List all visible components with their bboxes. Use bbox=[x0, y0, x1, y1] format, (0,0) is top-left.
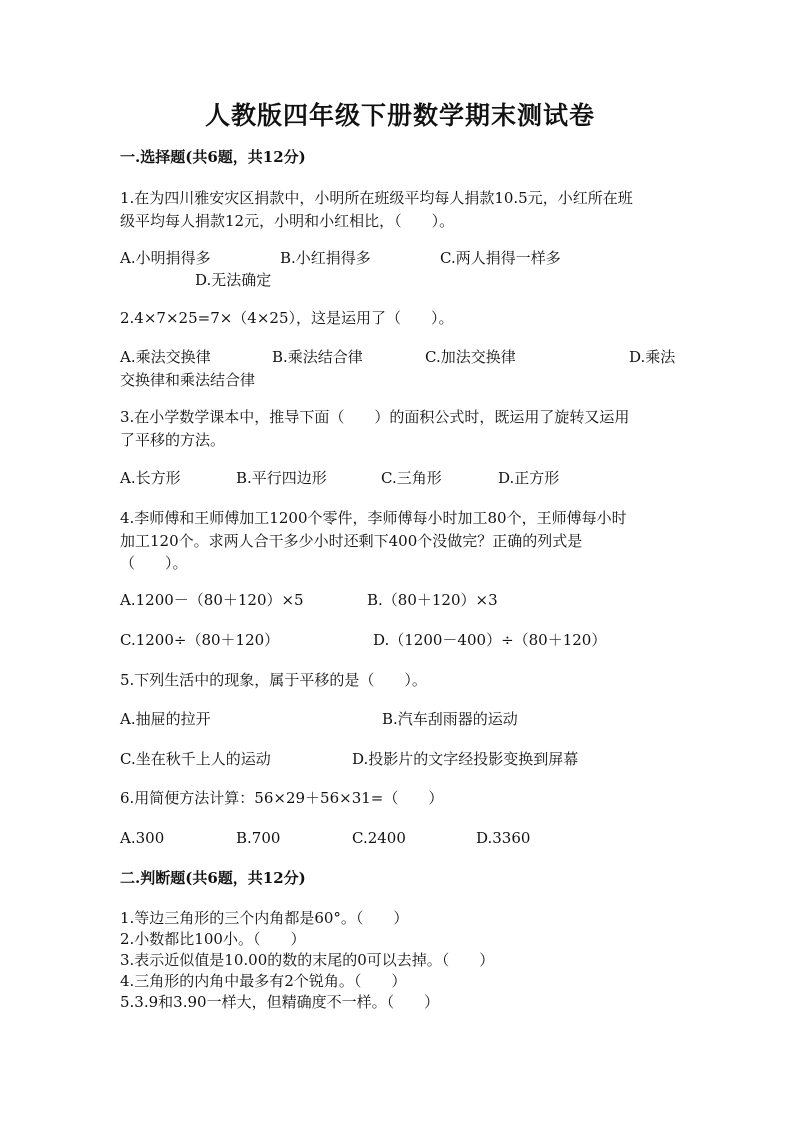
question-4-line-2: 加工120个。求两人合干多少小时还剩下400个没做完？正确的列式是 bbox=[120, 532, 583, 550]
question-4-line-3: （ ）。 bbox=[120, 554, 188, 572]
question-5-option-a: A.抽屉的拉开 bbox=[120, 710, 211, 728]
question-6-option-b: B.700 bbox=[236, 829, 281, 847]
section-1-heading: 一.选择题(共6题，共12分) bbox=[120, 148, 306, 166]
question-3-option-c: C.三角形 bbox=[381, 469, 442, 487]
question-1-line-1: 1.在为四川雅安灾区捐款中，小明所在班级平均每人捐款10.5元，小红所在班 bbox=[120, 189, 633, 207]
question-3-option-d: D.正方形 bbox=[498, 469, 560, 487]
question-2-option-c: C.加法交换律 bbox=[425, 348, 516, 366]
question-4-option-a: A.1200－（80＋120）×5 bbox=[120, 591, 304, 609]
question-5-option-d: D.投影片的文字经投影变换到屏幕 bbox=[352, 750, 579, 768]
question-5-option-b: B.汽车刮雨器的运动 bbox=[382, 710, 518, 728]
judgement-item-5: 5.3.9和3.90一样大，但精确度不一样。（ ） bbox=[120, 993, 440, 1011]
question-2-option-d-cont: 交换律和乘法结合律 bbox=[120, 371, 256, 389]
question-1-line-2: 级平均每人捐款12元，小明和小红相比，（ ）。 bbox=[120, 212, 455, 230]
question-1-option-d: D.无法确定 bbox=[195, 271, 272, 289]
judgement-item-4: 4.三角形的内角中最多有2个锐角。（ ） bbox=[120, 972, 407, 990]
section-2-heading: 二.判断题(共6题，共12分) bbox=[120, 869, 306, 887]
question-6-option-a: A.300 bbox=[120, 829, 165, 847]
question-6-line-1: 6.用简便方法计算：56×29＋56×31=（ ） bbox=[120, 789, 444, 807]
question-2-option-d: D.乘法 bbox=[629, 348, 676, 366]
question-2-option-b: B.乘法结合律 bbox=[272, 348, 363, 366]
question-5-line-1: 5.下列生活中的现象，属于平移的是（ ）。 bbox=[120, 671, 427, 689]
question-4-option-d: D.（1200－400）÷（80＋120） bbox=[373, 631, 607, 649]
judgement-item-2: 2.小数都比100小。（ ） bbox=[120, 930, 306, 948]
question-2-option-a: A.乘法交换律 bbox=[120, 348, 211, 366]
question-2-line-1: 2.4×7×25=7×（4×25），这是运用了（ ）。 bbox=[120, 309, 454, 327]
question-4-option-b: B.（80＋120）×3 bbox=[367, 591, 498, 609]
question-1-option-b: B.小红捐得多 bbox=[280, 249, 371, 267]
question-4-line-1: 4.李师傅和王师傅加工1200个零件，李师傅每小时加工80个，王师傅每小时 bbox=[120, 509, 627, 527]
question-1-option-a: A.小明捐得多 bbox=[120, 249, 211, 267]
page-title: 人教版四年级下册数学期末测试卷 bbox=[204, 101, 595, 130]
question-1-option-c: C.两人捐得一样多 bbox=[440, 249, 561, 267]
question-4-option-c: C.1200÷（80＋120） bbox=[120, 631, 280, 649]
question-3-line-1: 3.在小学数学课本中，推导下面（ ）的面积公式时，既运用了旋转又运用 bbox=[120, 408, 630, 426]
question-6-option-d: D.3360 bbox=[476, 829, 531, 847]
question-3-line-2: 了平移的方法。 bbox=[120, 431, 226, 449]
question-6-option-c: C.2400 bbox=[352, 829, 406, 847]
question-3-option-a: A.长方形 bbox=[120, 469, 181, 487]
judgement-item-1: 1.等边三角形的三个内角都是60°。（ ） bbox=[120, 909, 409, 927]
question-3-option-b: B.平行四边形 bbox=[236, 469, 327, 487]
question-5-option-c: C.坐在秋千上人的运动 bbox=[120, 750, 271, 768]
judgement-item-3: 3.表示近似值是10.00的数的末尾的0可以去掉。（ ） bbox=[120, 951, 495, 969]
